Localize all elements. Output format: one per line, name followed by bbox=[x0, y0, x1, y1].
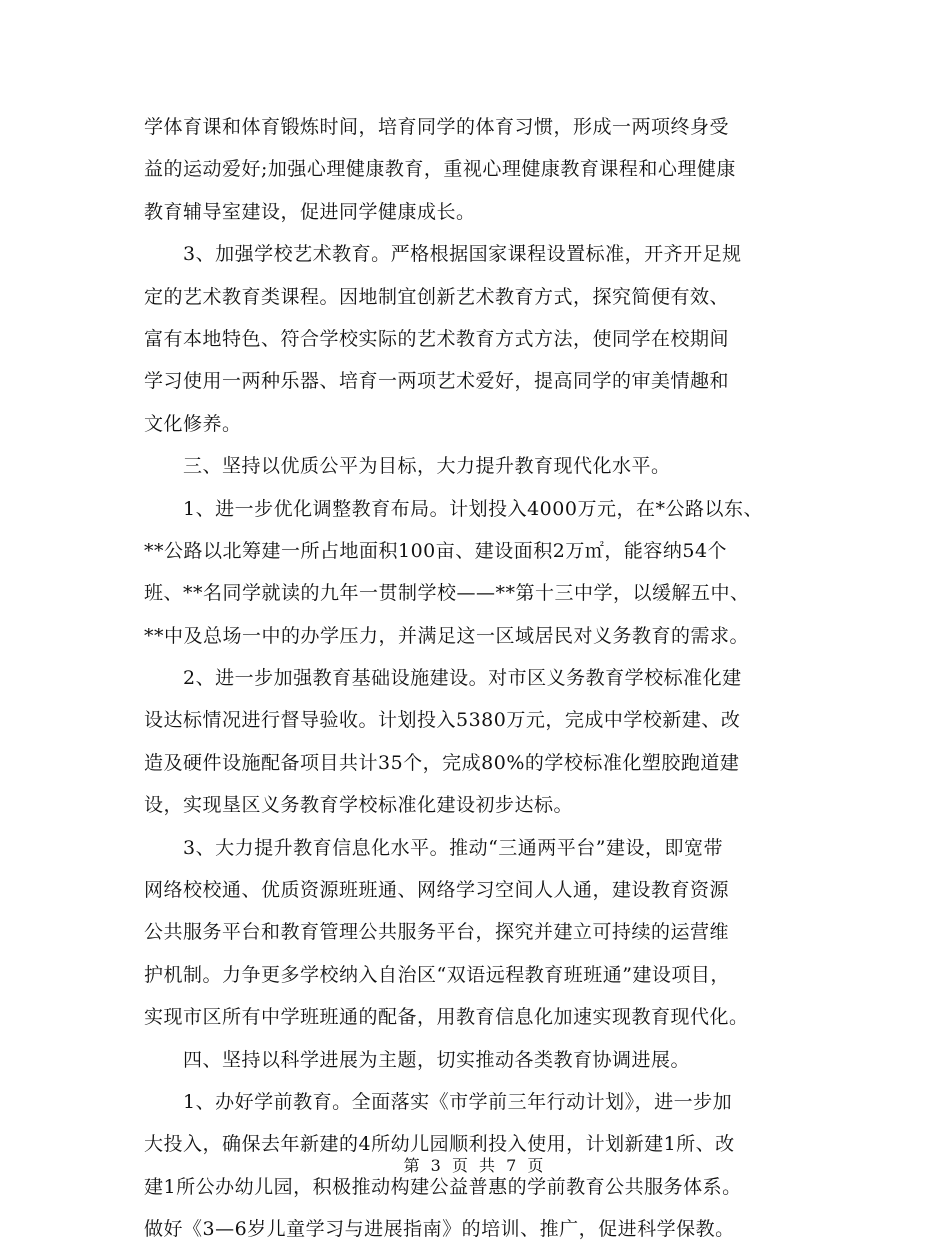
text-line: 学体育课和体育锻炼时间，培育同学的体育习惯，形成一两项终身受 bbox=[144, 116, 730, 138]
page-number-footer: 第 3 页 共 7 页 bbox=[403, 1156, 547, 1175]
text-line: 益的运动爱好;加强心理健康教育，重视心理健康教育课程和心理健康 bbox=[144, 158, 736, 181]
text-line: 2、进一步加强教育基础设施建设。对市区义务教育学校标准化建 bbox=[144, 667, 742, 690]
text-line: 3、加强学校艺术教育。严格根据国家课程设置标准，开齐开足规 bbox=[144, 243, 742, 266]
text-line: 造及硬件设施配备项目共计35个，完成80%的学校标准化塑胶跑道建 bbox=[144, 751, 740, 774]
text-line: 网络校校通、优质资源班班通、网络学习空间人人通，建设教育资源 bbox=[144, 879, 730, 902]
body-text bbox=[144, 106, 812, 1251]
text-line: 文化修养。 bbox=[144, 412, 242, 435]
text-line: 设，实现垦区义务教育学校标准化建设初步达标。 bbox=[144, 794, 574, 817]
text-line: 护机制。力争更多学校纳入自治区“双语远程教育班班通”建设项目， bbox=[144, 963, 730, 986]
text-line: 1、办好学前教育。全面落实《市学前三年行动计划》，进一步加 bbox=[144, 1090, 733, 1113]
section-heading: 四、坚持以科学进展为主题，切实推动各类教育协调进展。 bbox=[144, 1048, 691, 1071]
text-line: 实现市区所有中学班班通的配备，用教育信息化加速实现教育现代化。 bbox=[144, 1006, 749, 1029]
text-line: 设达标情况进行督导验收。计划投入5380万元，完成中学校新建、改 bbox=[144, 709, 741, 732]
text-line: 定的艺术教育类课程。因地制宜创新艺术教育方式，探究简便有效、 bbox=[144, 285, 730, 308]
text-line: **中及总场一中的办学压力，并满足这一区域居民对义务教育的需求。 bbox=[144, 624, 750, 647]
text-line: 建1所公办幼儿园，积极推动构建公益普惠的学前教育公共服务体系。 bbox=[144, 1175, 742, 1198]
text-line: 公共服务平台和教育管理公共服务平台，探究并建立可持续的运营维 bbox=[144, 921, 730, 944]
text-line: 教育辅导室建设，促进同学健康成长。 bbox=[144, 200, 476, 223]
text-line: **公路以北筹建一所占地面积100亩、建设面积2万㎡，能容纳54个 bbox=[144, 539, 728, 562]
text-line: 班、**名同学就读的九年一贯制学校——**第十三中学，以缓解五中、 bbox=[144, 582, 750, 605]
text-line: 3、大力提升教育信息化水平。推动“三通两平台”建设，即宽带 bbox=[144, 836, 724, 859]
section-heading: 三、坚持以优质公平为目标，大力提升教育现代化水平。 bbox=[144, 455, 671, 478]
text-line: 1、进一步优化调整教育布局。计划投入4000万元，在*公路以东、 bbox=[144, 497, 763, 520]
text-line: 做好《3—6岁儿童学习与进展指南》的培训、推广，促进科学保教。 bbox=[144, 1218, 735, 1241]
text-line: 大投入，确保去年新建的4所幼儿园顺利投入使用，计划新建1所、改 bbox=[144, 1133, 735, 1156]
text-line: 学习使用一两种乐器、培育一两项艺术爱好，提高同学的审美情趣和 bbox=[144, 370, 730, 393]
text-line: 富有本地特色、符合学校实际的艺术教育方式方法，使同学在校期间 bbox=[144, 327, 730, 350]
